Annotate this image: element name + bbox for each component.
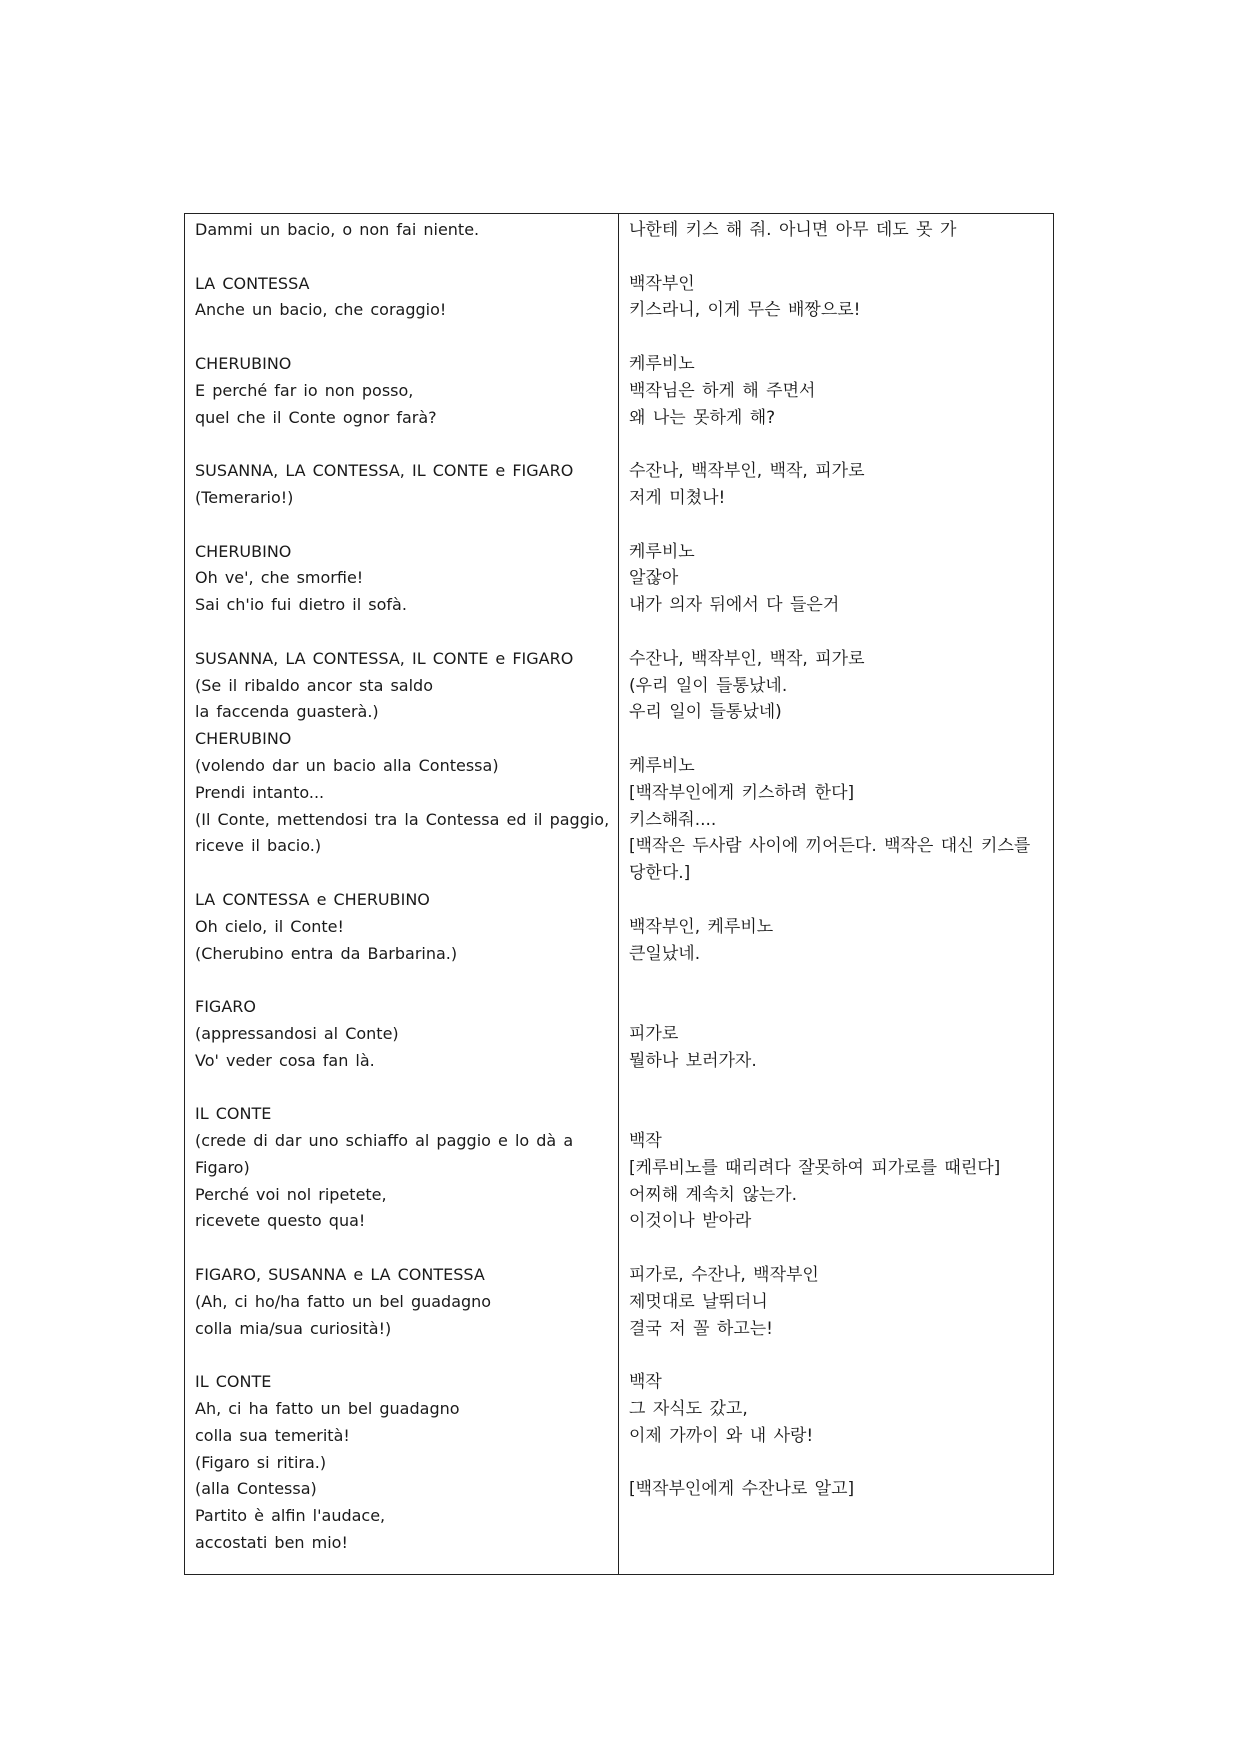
korean-line: 케루비노 (629, 541, 695, 562)
korean-line: 이제 가까이 와 내 사랑! (629, 1425, 814, 1446)
italian-line: (Cherubino entra da Barbarina.) (195, 943, 458, 963)
korean-line: 내가 의자 뒤에서 다 들은거 (629, 595, 840, 616)
korean-line: 백작님은 하게 해 주면서 (629, 380, 816, 401)
italian-line: (Figaro si ritira.) (195, 1452, 327, 1472)
italian-line: colla sua temerità! (195, 1425, 350, 1445)
italian-blank-line (195, 431, 608, 458)
italian-line: IL CONTE (195, 1372, 272, 1392)
italian-line: Oh cielo, il Conte! (195, 916, 344, 936)
korean-line: 백작 (629, 1372, 662, 1393)
italian-line: (Ah, ci ho/ha fatto un bel guadagno (195, 1291, 492, 1311)
korean-blank-line (629, 967, 1043, 994)
italian-line: Figaro) (195, 1157, 250, 1177)
korean-line: 뭘하나 보러가자. (629, 1050, 757, 1071)
korean-line: [백작부인에게 키스하려 한다] (629, 782, 855, 803)
italian-line: FIGARO (195, 997, 256, 1017)
italian-line: Dammi un bacio, o non fai niente. (195, 220, 480, 239)
italian-line: LA CONTESSA (195, 273, 310, 293)
italian-line: Partito è alfin l'audace, (195, 1506, 386, 1526)
korean-line: 백작부인 (629, 273, 695, 294)
korean-column (619, 214, 1053, 1574)
korean-blank-line (629, 244, 1043, 271)
italian-line: Ah, ci ha fatto un bel guadagno (195, 1399, 460, 1419)
italian-line: E perché far io non posso, (195, 380, 414, 400)
korean-line: 알잖아 (629, 568, 679, 589)
korean-line: 저게 미쳤나! (629, 487, 726, 508)
korean-line: 키스해줘.... (629, 809, 717, 830)
italian-blank-line (195, 1235, 608, 1262)
korean-line: 수잔나, 백작부인, 백작, 피가로 (629, 648, 865, 669)
korean-blank-line (629, 1235, 1043, 1262)
italian-line: Sai ch'io fui dietro il sofà. (195, 595, 407, 615)
italian-line: colla mia/sua curiosità!) (195, 1318, 392, 1338)
korean-blank-line (629, 1075, 1043, 1102)
italian-line: ricevete questo qua! (195, 1211, 366, 1231)
italian-line: (Temerario!) (195, 487, 294, 507)
italian-line: (volendo dar un bacio alla Contessa) (195, 755, 499, 775)
italian-line: accostati ben mio! (195, 1533, 348, 1553)
italian-line: Oh ve', che smorfie! (195, 568, 364, 588)
italian-line: Vo' veder cosa fan là. (195, 1050, 375, 1070)
korean-blank-line (629, 1101, 1043, 1128)
korean-line: 결국 저 꼴 하고는! (629, 1318, 773, 1339)
italian-line: SUSANNA, LA CONTESSA, IL CONTE e FIGARO (195, 648, 574, 668)
korean-blank-line (629, 887, 1043, 914)
korean-line: 왜 나는 못하게 해? (629, 407, 776, 428)
italian-blank-line (195, 512, 608, 539)
italian-line: FIGARO, SUSANNA e LA CONTESSA (195, 1265, 485, 1285)
italian-line: CHERUBINO (195, 729, 292, 749)
korean-line: [백작부인에게 수잔나로 알고] (629, 1479, 855, 1500)
italian-line: (crede di dar uno schiaffo al paggio e lo dà a (195, 1131, 574, 1151)
italian-line: LA CONTESSA e CHERUBINO (195, 889, 430, 909)
korean-line: 수잔나, 백작부인, 백작, 피가로 (629, 461, 865, 482)
korean-line: 피가로 (629, 1023, 679, 1044)
korean-blank-line (629, 1450, 1043, 1477)
korean-line: 케루비노 (629, 353, 695, 374)
korean-blank-line (629, 1342, 1043, 1369)
italian-line: Perché voi nol ripetete, (195, 1184, 387, 1204)
italian-line: (alla Contessa) (195, 1479, 317, 1499)
italian-blank-line (195, 860, 608, 887)
korean-line: 그 자식도 갔고, (629, 1399, 748, 1420)
korean-line: 큰일났네. (629, 943, 701, 964)
korean-blank-line (629, 994, 1043, 1021)
libretto-table (184, 213, 1054, 1575)
italian-column (185, 214, 619, 1574)
korean-line: (우리 일이 들통났네. (629, 675, 788, 696)
korean-line: 피가로, 수잔나, 백작부인 (629, 1265, 819, 1286)
korean-line: 나한테 키스 해 줘. 아니면 아무 데도 못 가 (629, 220, 957, 240)
italian-line: (Il Conte, mettendosi tra la Contessa ed il paggio, (195, 809, 610, 829)
korean-blank-line (629, 324, 1043, 351)
italian-line: CHERUBINO (195, 541, 292, 561)
korean-line: 이것이나 받아라 (629, 1211, 752, 1232)
korean-blank-line (629, 619, 1043, 646)
italian-blank-line (195, 1075, 608, 1102)
italian-blank-line (195, 324, 608, 351)
korean-line: [백작은 두사람 사이에 끼어든다. 백작은 대신 키스를 (629, 836, 1031, 857)
italian-blank-line (195, 1342, 608, 1369)
italian-line: Anche un bacio, che coraggio! (195, 300, 447, 320)
korean-line: 키스라니, 이게 무슨 배짱으로! (629, 300, 861, 321)
korean-line: 당한다.] (629, 863, 691, 884)
italian-line: quel che il Conte ognor farà? (195, 407, 437, 427)
italian-blank-line (195, 967, 608, 994)
italian-line: Prendi intanto... (195, 782, 325, 802)
italian-blank-line (195, 619, 608, 646)
italian-line: riceve il bacio.) (195, 836, 322, 856)
italian-blank-line (195, 244, 608, 271)
korean-line: 어찌해 계속치 않는가. (629, 1184, 798, 1205)
korean-line: 백작 (629, 1131, 662, 1152)
italian-line: SUSANNA, LA CONTESSA, IL CONTE e FIGARO (195, 461, 574, 481)
korean-line: [케루비노를 때리려다 잘못하여 피가로를 때린다] (629, 1157, 1001, 1178)
korean-line: 우리 일이 들통났네) (629, 702, 782, 723)
italian-line: (Se il ribaldo ancor sta saldo (195, 675, 433, 695)
italian-line: la faccenda guasterà.) (195, 702, 379, 722)
italian-line: IL CONTE (195, 1104, 272, 1124)
korean-blank-line (629, 726, 1043, 753)
italian-line: (appressandosi al Conte) (195, 1023, 399, 1043)
korean-line: 백작부인, 케루비노 (629, 916, 774, 937)
korean-blank-line (629, 431, 1043, 458)
korean-line: 제멋대로 날뛰더니 (629, 1291, 768, 1312)
italian-line: CHERUBINO (195, 353, 292, 373)
korean-blank-line (629, 512, 1043, 539)
korean-line: 케루비노 (629, 755, 695, 776)
